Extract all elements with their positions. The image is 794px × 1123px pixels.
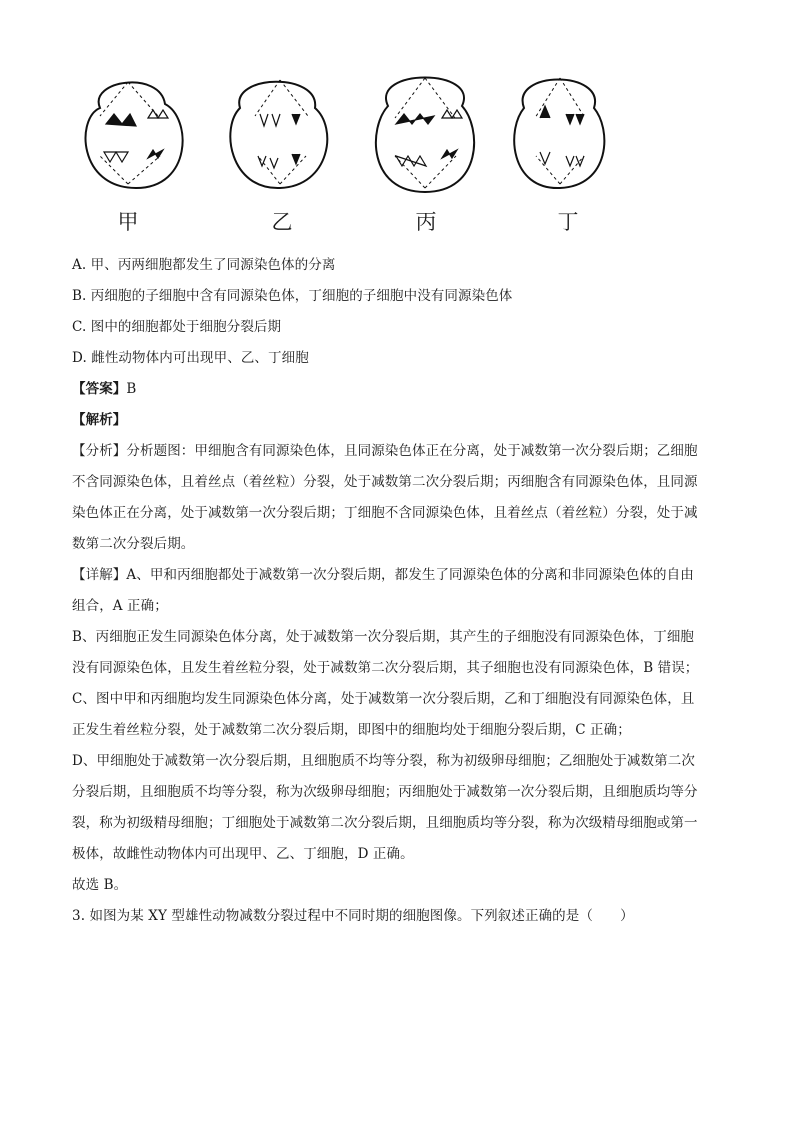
detail-line: 【详解】A、甲和丙细胞都处于减数第一次分裂后期，都发生了同源染色体的分离和非同源染色体的自由	[72, 567, 694, 583]
detail-line: B、丙细胞正发生同源染色体分离，处于减数第一次分裂后期，其产生的子细胞没有同源染色体，丁细胞	[72, 629, 695, 645]
answer-value: B	[126, 381, 137, 397]
cell-bing	[376, 78, 474, 193]
cell-jia	[86, 82, 183, 188]
analysis-line: 数第二次分裂后期。	[72, 536, 195, 552]
detail-line: 没有同源染色体，且发生着丝粒分裂，处于减数第二次分裂后期，其子细胞也没有同源染色体，B 错误；	[72, 660, 699, 676]
detail-line: C、图中甲和丙细胞均发生同源染色体分离，处于减数第一次分裂后期，乙和丁细胞没有同源染色体，且	[72, 691, 695, 707]
detail-line: 分裂后期，且细胞质不均等分裂，称为次级卵母细胞；丙细胞处于减数第一次分裂后期，且细胞质均等分	[72, 784, 698, 800]
option-a: A. 甲、丙两细胞都发生了同源染色体的分离	[72, 257, 336, 273]
detail-line: 正发生着丝粒分裂，处于减数第二次分裂后期，即图中的细胞均处于细胞分裂后期，C 正确；	[72, 722, 631, 738]
answer-tag: 【答案】	[72, 381, 127, 397]
detail-line: 裂，称为初级精母细胞；丁细胞处于减数第二次分裂后期，且细胞质均等分裂，称为次级精母细胞或第一	[72, 815, 698, 831]
analysis-line: 不含同源染色体，且着丝点（着丝粒）分裂，处于减数第二次分裂后期；丙细胞含有同源染色体，且同源	[72, 474, 698, 490]
option-c: C. 图中的细胞都处于细胞分裂后期	[72, 319, 282, 335]
figure-label-ding: 丁	[557, 210, 579, 234]
cell-yi	[230, 82, 327, 188]
analysis-line: 【分析】分析题图：甲细胞含有同源染色体，且同源染色体正在分离，处于减数第一次分裂后期；乙细胞	[72, 443, 698, 459]
detail-line: 故选 B。	[72, 877, 128, 893]
detail-line: D、甲细胞处于减数第一次分裂后期，且细胞质不均等分裂，称为初级卵母细胞；乙细胞处于减数第二次	[72, 753, 695, 769]
figure-label-bing: 丙	[415, 210, 437, 234]
analysis-title: 【解析】	[72, 412, 127, 428]
figure-label-yi: 乙	[271, 210, 293, 234]
cell-diagrams	[70, 66, 640, 206]
cell-ding	[514, 80, 604, 189]
option-d: D. 雌性动物体内可出现甲、乙、丁细胞	[72, 350, 309, 366]
analysis-line: 染色体正在分离，处于减数第一次分裂后期；丁细胞不含同源染色体，且着丝点（着丝粒）分裂，处于减	[72, 505, 698, 521]
option-b: B. 丙细胞的子细胞中含有同源染色体，丁细胞的子细胞中没有同源染色体	[72, 288, 513, 304]
detail-line: 组合，A 正确；	[72, 598, 168, 614]
next-question: 3. 如图为某 XY 型雄性动物减数分裂过程中不同时期的细胞图像。下列叙述正确的是（ ）	[72, 908, 634, 924]
figure-label-jia: 甲	[117, 210, 139, 234]
answer-line	[72, 379, 136, 399]
cell-division-figure	[70, 66, 640, 246]
detail-line: 极体，故雌性动物体内可出现甲、乙、丁细胞，D 正确。	[72, 846, 414, 862]
